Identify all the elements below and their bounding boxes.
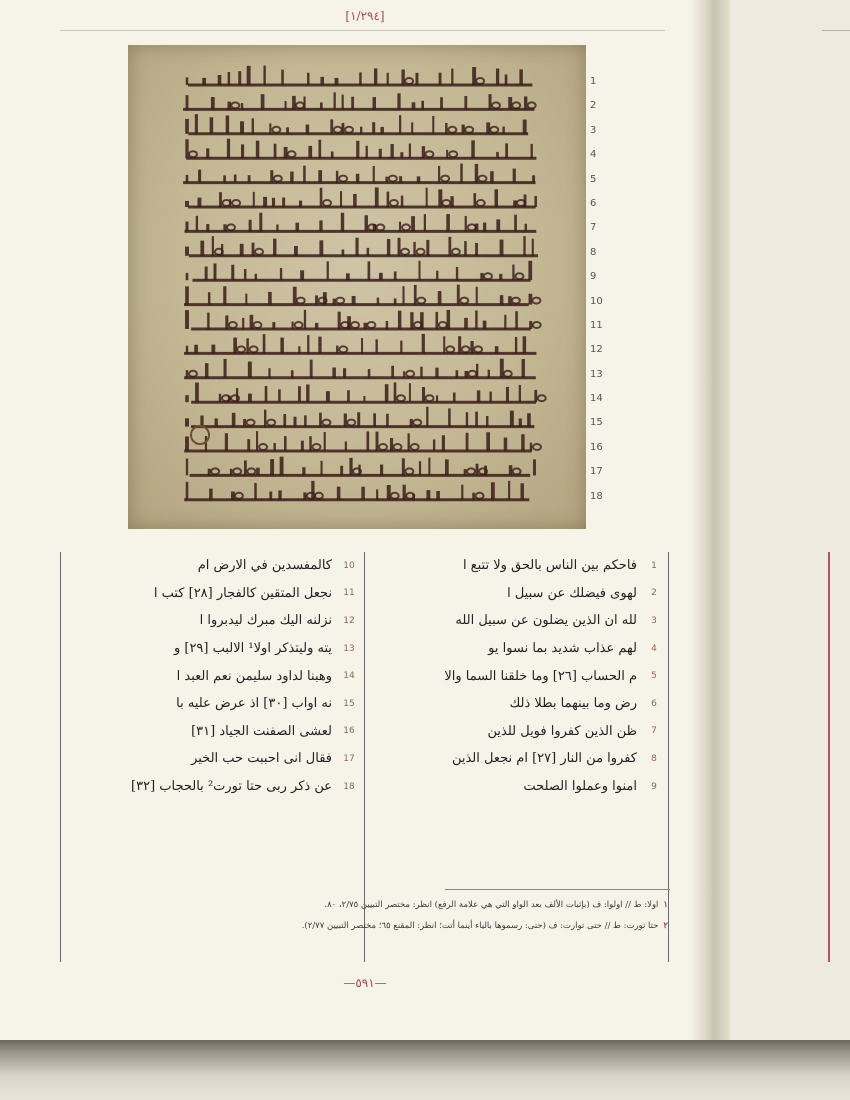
manuscript-line-number: 15 [590,417,603,429]
line-text: كالمفسدين في الارض ام [197,558,332,574]
transcription-line [375,690,665,718]
manuscript-line-number: 5 [590,173,597,185]
footnote-number: ١ [663,900,668,910]
line-number: 14 [343,671,355,682]
transcription-line [70,662,360,690]
transcription-line [375,580,665,608]
line-number: 11 [343,588,355,599]
transcription-left-column [70,552,360,800]
manuscript-line-number: 14 [590,393,603,405]
manuscript-line-number: 16 [590,441,603,453]
line-text: كفروا من النار [٢٧] ام نجعل الذين [451,751,637,767]
manuscript-line-number: 1 [590,76,597,87]
right-outer-rule [668,552,669,962]
book-gutter [690,0,730,1045]
header-rule [60,30,665,31]
line-number: 8 [651,753,657,764]
manuscript-line-number: 12 [590,344,603,356]
manuscript-line-numbers [590,70,610,509]
page-number: —٥٩١— [343,976,387,990]
transcription-line [70,552,360,580]
footnote [60,898,668,913]
manuscript-line-number: 6 [590,197,597,209]
line-number: 13 [343,643,355,654]
line-number: 18 [343,781,355,792]
line-text: فقال انى احببت حب الخير [191,751,332,767]
transcription-line [375,552,665,580]
transcription-line [70,718,360,746]
line-text: م الحساب [٢٦] وما خلقنا السما والا [444,668,637,684]
facing-page [730,0,850,1045]
manuscript-image [128,45,586,529]
kufic-script-illustration [128,45,586,529]
line-text: يته وليتذكر اولا¹ الالبب [٢٩] و [173,641,332,657]
line-text: فاحكم بين الناس بالحق ولا تتبع ا [462,558,637,574]
line-text: نجعل المتقين كالفجار [٢٨] كتب ا [153,585,332,601]
transcription-line [70,745,360,773]
line-text: لعشى الصفنت الجياد [٣١] [191,723,332,739]
manuscript-line-number: 11 [590,319,603,331]
footnote-text: اولا: ط // اولوا: ف (بإثبات الألف بعد الواو التي هي علامة الرفع) انظر: مختصر التبيين ٢/٧٥، ٨٠. [324,900,659,910]
line-number: 5 [651,671,657,682]
line-number: 2 [651,588,657,599]
footnote-number: ٢ [663,921,668,931]
manuscript-line-number: 18 [590,490,603,502]
line-number: 16 [343,726,355,737]
line-number: 4 [651,643,657,654]
line-number: 1 [651,560,657,571]
transcription-line [375,718,665,746]
line-number: 9 [651,781,657,792]
transcription-line [375,745,665,773]
transcription-right-column [375,552,665,800]
transcription-line [375,635,665,663]
manuscript-line-number: 8 [590,246,597,258]
manuscript-line-number: 13 [590,368,603,380]
line-number: 15 [343,698,355,709]
line-text: نه اواب [٣٠] اذ عرض عليه با [176,696,332,712]
manuscript-line-number: 2 [590,100,597,112]
transcription-line [70,773,360,801]
manuscript-line-number: 3 [590,124,597,136]
manuscript-line-number: 17 [590,466,603,478]
transcription-line [70,580,360,608]
line-text: لهم عذاب شديد بما نسوا يو [488,641,637,657]
manuscript-line-number: 9 [590,271,597,283]
line-text: رض وما بينهما بطلا ذلك [509,696,637,712]
transcription-line [70,607,360,635]
footnote [60,919,668,934]
line-number: 17 [343,753,355,764]
transcription-line [375,662,665,690]
facing-page-column-rule [828,552,830,962]
page-reference: [١/٢٩٤] [345,9,385,23]
line-number: 7 [651,726,657,737]
line-number: 10 [343,560,355,571]
manuscript-line-number: 10 [590,295,603,307]
line-text: ظن الذين كفروا فويل للذين [487,723,637,739]
line-number: 12 [343,615,355,626]
line-text: نزلنه اليك مبرك ليدبروا ا [199,613,332,629]
footnotes [60,898,668,940]
footnote-rule [445,889,670,890]
transcription-line [70,690,360,718]
line-text: لهوى فيضلك عن سبيل ا [507,585,637,601]
line-number: 6 [651,698,657,709]
book-edge-shadow [0,1040,850,1100]
line-text: لله ان الذين يضلون عن سبيل الله [455,613,637,629]
transcription-line [375,773,665,801]
line-text: عن ذكر ربى حتا تورت² بالحجاب [٣٢] [131,779,332,795]
manuscript-line-number: 4 [590,149,597,161]
line-number: 3 [651,615,657,626]
transcription-line [70,635,360,663]
line-text: وهبنا لداود سليمن نعم العبد ا [176,668,332,684]
manuscript-line-number: 7 [590,222,597,234]
transcription-line [375,607,665,635]
line-text: امنوا وعملوا الصلحت [523,779,637,795]
footnote-text: حتا تورت: ط // حتى توارت: ف (حتى: رسموها بالياء أينما أتت؛ انظر: المقنع ٦٥؛ مختصر التبيين ٢/٧٧). [301,921,659,931]
facing-page-header-rule [822,30,850,31]
